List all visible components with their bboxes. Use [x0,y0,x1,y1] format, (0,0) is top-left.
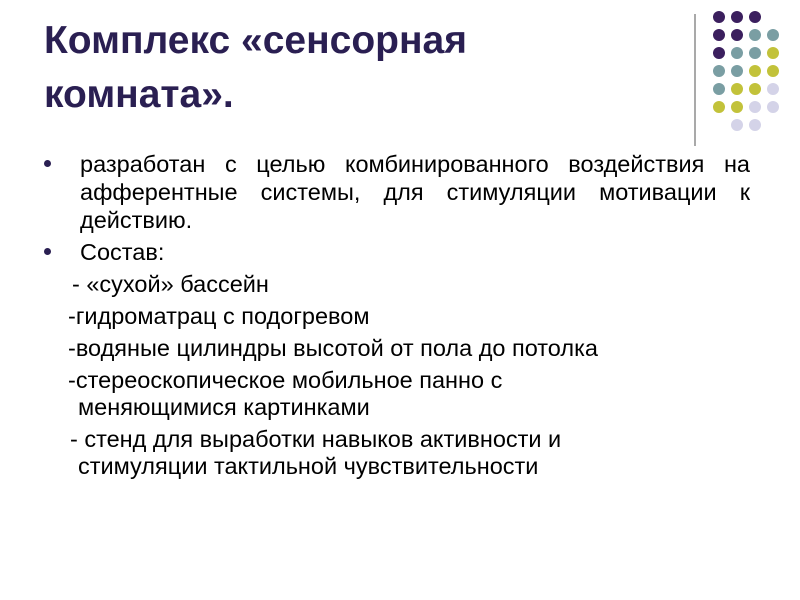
decor-dot [731,11,743,23]
list-item-text: -стереоскопическое мобильное панно с [68,367,503,393]
decor-dot [713,29,725,41]
decorative-dot-grid [707,11,773,131]
list-item-text: - стенд для выработки навыков активности и [70,426,562,452]
decor-dot [749,65,761,77]
list-item-text-continuation: меняющимися картинками [78,394,370,420]
decor-dot [731,29,743,41]
bullet-text: разработан с целью комбинированного воздействия на афферентные системы, для стимуляции мотивации к действию. [80,151,750,233]
list-item [38,426,750,480]
decor-dot [731,65,743,77]
decor-dot [767,65,779,77]
decor-dot [767,83,779,95]
decor-dot [749,83,761,95]
slide-title: Комплекс «сенсорная комната». [44,19,467,116]
decorative-divider [694,14,696,146]
decor-dot [713,101,725,113]
decor-dot [731,101,743,113]
list-item-text: -гидроматрац с подогревом [68,303,370,329]
decor-dot [713,83,725,95]
list-item [38,303,750,330]
list-item [38,335,750,362]
bullet-dot-icon [44,160,51,167]
decor-dot [749,11,761,23]
decor-dot [749,101,761,113]
bullet-text: Состав: [80,239,165,265]
decor-dot [767,47,779,59]
list-item-text-continuation: стимуляции тактильной чувствительности [78,453,539,479]
decor-dot [749,29,761,41]
decor-dot [713,47,725,59]
decor-dot [731,83,743,95]
decor-dot [731,47,743,59]
bullet-dot-icon [44,248,51,255]
decor-dot [767,29,779,41]
slide-body [38,150,750,480]
decor-dot [749,47,761,59]
bullet-item [38,150,750,234]
decor-dot [713,65,725,77]
list-item [38,367,750,421]
decor-dot [731,119,743,131]
list-item-text: -водяные цилиндры высотой от пола до потолка [68,335,598,361]
list-item [38,271,750,298]
decor-dot [767,101,779,113]
bullet-item [38,238,750,266]
list-item-text: - «сухой» бассейн [72,271,269,297]
decor-dot [749,119,761,131]
decor-dot [713,11,725,23]
